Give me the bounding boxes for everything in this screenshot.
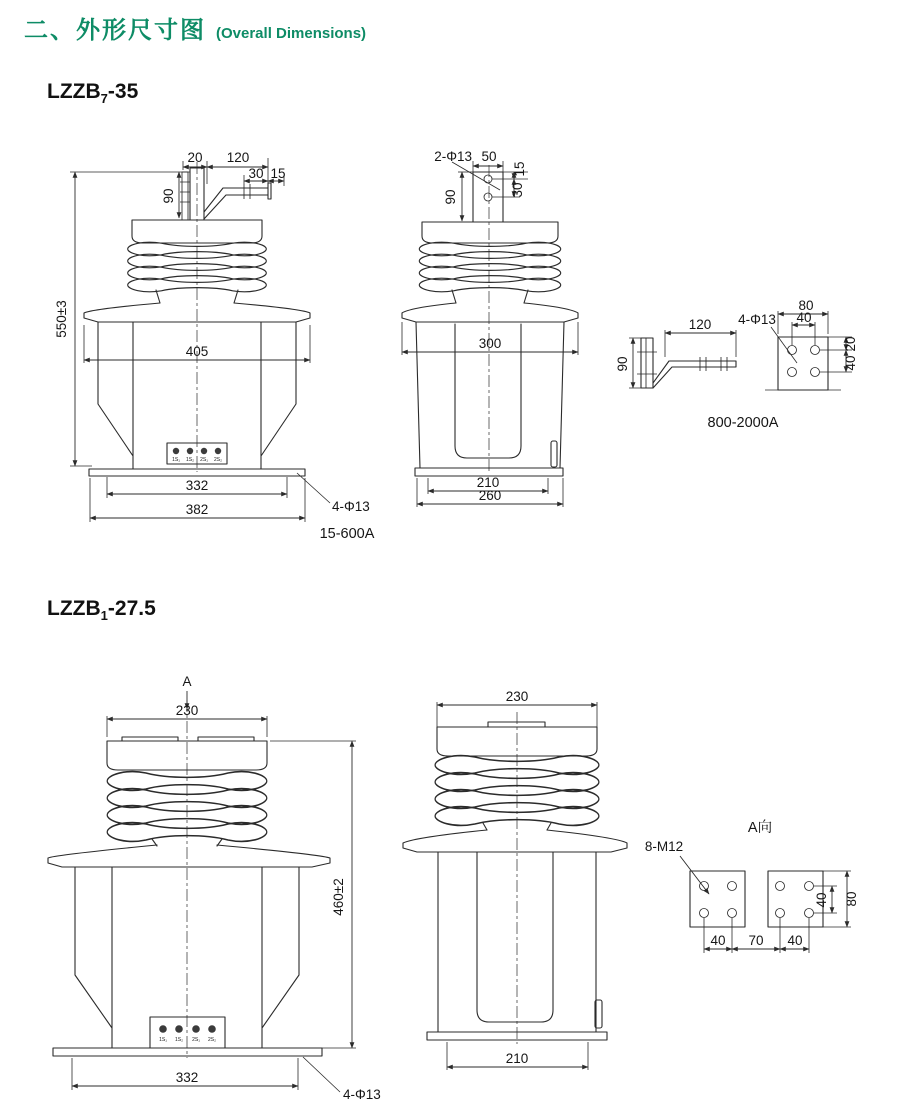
terminal-label: 1S₂ [174, 1037, 184, 1043]
dim-bracket-arm: 120 [688, 317, 712, 332]
label-base-holes: 4-Φ13 [332, 499, 370, 514]
dim-base-width: 382 [185, 502, 209, 517]
dim-skirt-width: 300 [478, 336, 502, 351]
page-title-zh: 二、外形尺寸图 [24, 17, 206, 44]
dim-base-span: 210 [505, 1051, 529, 1066]
terminal-ticks [180, 182, 190, 202]
dim-rod-width: 20 [187, 150, 203, 165]
busbar-arm [204, 183, 271, 219]
dim-plate-width: 80 [798, 298, 814, 313]
dim-plate-height: 90 [443, 189, 458, 205]
dim-base-width: 260 [478, 488, 502, 503]
dim-rod-height: 90 [161, 188, 176, 204]
bracket-plate-face [778, 337, 828, 390]
terminal-side-bar [182, 172, 188, 220]
page-title-en: (Overall Dimensions) [216, 25, 367, 42]
terminal-hole [484, 193, 492, 201]
view-arrow-label: A [182, 674, 192, 689]
dim-left-pitch: 40 [710, 933, 726, 948]
model1-sub: 7 [100, 91, 108, 107]
base-plate [89, 469, 305, 476]
model2-suffix: -27.5 [107, 597, 156, 620]
bracket-holes [788, 346, 820, 377]
dim-v-pitch: 40 [814, 892, 829, 908]
dim-v-total: 80 [844, 891, 859, 907]
terminal-label: 2S₁ [192, 1037, 200, 1043]
bracket-arm [653, 361, 736, 388]
mounting-holes [700, 882, 814, 918]
base-plate [53, 1048, 322, 1056]
dim-bolt-span: 332 [185, 478, 209, 493]
body-walls [438, 852, 596, 1032]
label-terminal-holes: 2-Φ13 [434, 149, 472, 164]
terminal-label: 1S₁ [172, 457, 180, 463]
bracket-plate-side [641, 338, 653, 388]
dim-hole-pitch: 30 [510, 182, 525, 198]
model1-suffix: -35 [107, 80, 139, 103]
dim-bracket-height: 90 [615, 356, 630, 372]
dim-plate-width: 50 [481, 149, 497, 164]
label-bracket-holes: 4-Φ13 [738, 312, 776, 327]
dim-hole-pitch-v: 40 [843, 355, 858, 371]
label-thread: 8-M12 [644, 839, 684, 854]
label-base-holes: 4-Φ13 [343, 1087, 381, 1102]
dim-hole-edge: 20 [843, 336, 858, 352]
dim-hole-top: 15 [512, 161, 527, 177]
terminal-label: 2S₂ [207, 1037, 217, 1043]
model2-sub: 1 [100, 608, 108, 624]
arm-ticks [700, 357, 727, 371]
dim-total-height: 460±2 [331, 878, 346, 916]
caption-current-range: 800-2000A [707, 415, 779, 431]
terminal-screws [159, 1025, 216, 1033]
side-latch [551, 441, 557, 467]
lzzb1-front-view [48, 674, 381, 1102]
model2-prefix: LZZB [47, 597, 101, 620]
lzzb7-front-view [54, 150, 375, 542]
dim-arm-end: 15 [270, 166, 286, 181]
bracket-ticks [637, 352, 657, 374]
bellows [419, 242, 560, 292]
bracket-detail-800-2000A [615, 298, 858, 431]
skirt [402, 303, 578, 322]
terminal-label: 2S₁ [200, 457, 208, 463]
dim-right-pitch: 40 [787, 933, 803, 948]
dim-total-height: 550±3 [54, 300, 69, 338]
busbar-ticks [244, 184, 250, 199]
skirt [48, 845, 330, 867]
lzzb1-side-view [403, 689, 627, 1070]
top-cap [422, 222, 558, 243]
dim-skirt-width: 405 [185, 344, 209, 359]
terminal-label: 2S₂ [213, 457, 223, 463]
dim-arm-seg: 30 [248, 166, 264, 181]
neck [452, 290, 528, 303]
skirt [403, 830, 627, 852]
a-view-detail [645, 819, 859, 953]
dim-top-width: 230 [175, 703, 199, 718]
cap-tabs [122, 737, 254, 741]
caption-current-range: 15-600A [319, 526, 375, 542]
secondary-terminal-box [150, 1017, 225, 1048]
cap-tab [488, 722, 545, 727]
dim-plate-gap: 70 [748, 933, 764, 948]
dim-hole-pitch-h: 40 [796, 310, 812, 325]
dim-top-width: 230 [505, 689, 529, 704]
a-view-title: A向 [747, 820, 773, 836]
dim-arm: 120 [226, 150, 250, 165]
dim-bolt-span: 210 [476, 475, 500, 490]
model1-prefix: LZZB [47, 80, 101, 103]
core-column [477, 852, 553, 1022]
terminal-label: 1S₁ [159, 1037, 167, 1043]
dim-bolt-span: 332 [175, 1070, 199, 1085]
lzzb7-side-view [402, 149, 578, 507]
terminal-label: 1S₂ [185, 457, 195, 463]
